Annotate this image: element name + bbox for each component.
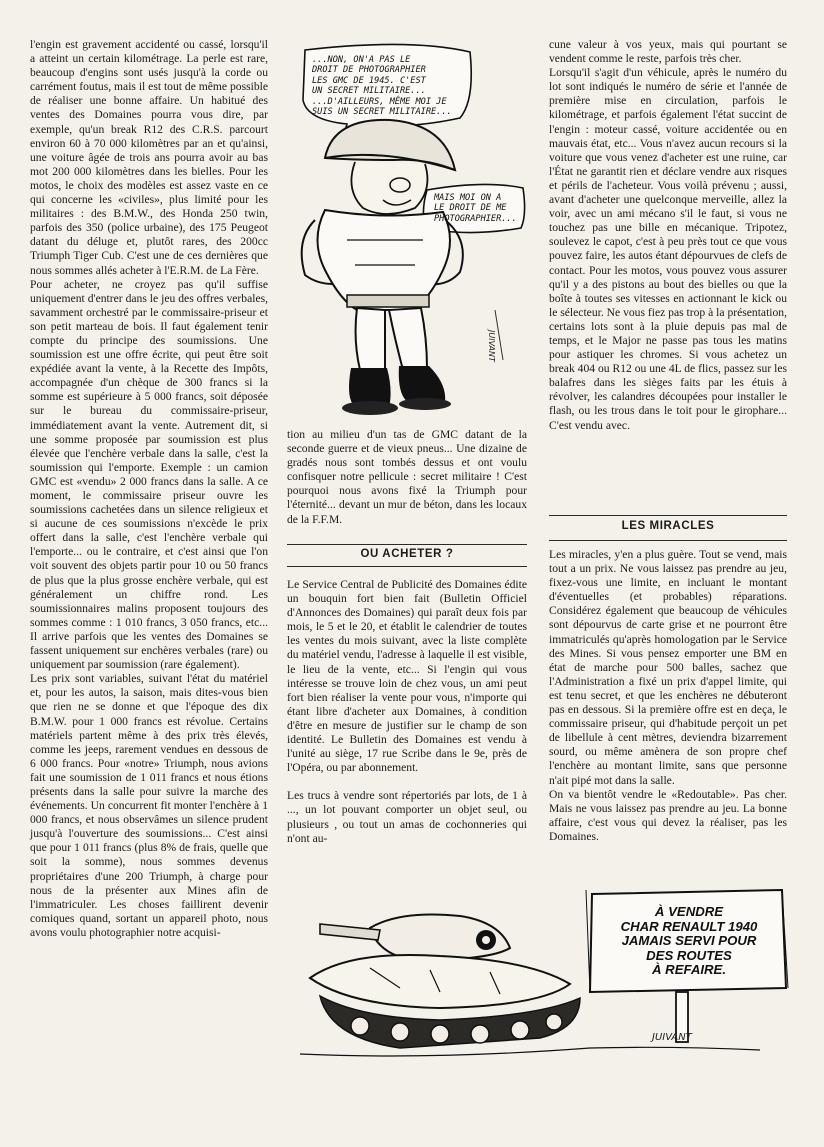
section-rule [287, 566, 527, 567]
sign-line: À REFAIRE. [651, 962, 726, 978]
bubble-line: LES GMC DE 1945. C'EST [312, 75, 426, 86]
bubble-line: LE DROIT DE ME [434, 203, 507, 214]
section-rule [549, 515, 787, 516]
tank-signature: JUIVANT [652, 1032, 692, 1043]
paragraph: On va bientôt vendre le «Redoutable». Pas cher. Mais ne vous laissez pas prendre au jeu. La bonne affaire, c'est vous qui devez la réaliser, pas les Domaines. [549, 787, 787, 843]
column-3-miracles [549, 548, 787, 844]
paragraph: cune valeur à vos yeux, mais qui pourtant se vendent comme le reste, parfois très cher. [549, 38, 787, 66]
bubble-line: ...D'AILLEURS, MÊME MOI JE [312, 96, 447, 107]
paragraph: Les prix sont variables, suivant l'état du matériel et, pour les autos, la saison, mais dites-vous bien que rien ne se donne et que l'époque des dix B.M.W. pour 1 000 francs est révolue. Certains matériels partent même à des prix très élevés, comme les jeeps, rarement vendues en dessous de 6 000 francs. Pour «notre» Triumph, nous avions fait une soumission de 1 011 francs et nous étions présents dans la salle pour suivre la marche des événements. Un concurrent fit monter l'enchère à 1 000 francs, et nous observâmes un silence prudent jusqu'à l'ouverture des soumissions... C'est ainsi que pour 1 011 francs (plus 8% de frais, quelle que soit la somme), nous sommes devenus propriétaires d'une 200 Triumph, à charge pour nous de la présenter aux Mines afin de l'immatriculer. Les choses faillirent devenir comiques quand, sortant un appareil photo, nous avons voulu photographier notre acquisi- [30, 672, 268, 939]
bubble-line: ...NON, ON'A PAS LE [312, 55, 411, 65]
sign-line: À VENDRE [654, 904, 724, 919]
paragraph: l'engin est gravement accidenté ou cassé, lorsqu'il a atteint un certain kilométrage. La perle est rare, beaucoup d'engins sont usés jusqu'à la corde ou carrément foutus, mais il est tout de même possible de réaliser une bonne affaire. Un habitué des ventes des Domaines pourra vous dire, par exemple, qu'un break R12 des C.R.S. parcourt environ 60 à 70 000 kilomètres par an et qu'ainsi, une voiture âgée de trois ans pourra avoir au bas mot 200 000 kilomètres dans les bielles. Pour les motos, le choix des modèles est assez vaste en ce qui concerne les «civiles», plus limité pour les militaires : des B.M.W., des Honda 250 twin, parfois des 350 (police urbaine), des 175 Peugeot datant du déluge et, plutôt rares, des 200cc Triumph Tiger Cub. C'est une de ces dernières que nous sommes allés acheter à l'E.R.M. de La Fère. [30, 38, 268, 277]
column-3 [549, 38, 787, 433]
tank-sign-text [594, 905, 784, 978]
bubble-line: UN SECRET MILITAIRE... [312, 86, 426, 97]
sign-line: JAMAIS SERVI POUR [621, 933, 757, 949]
section-rule [287, 544, 527, 545]
section-heading-les-miracles: LES MIRACLES [621, 520, 715, 532]
paragraph: Le Service Central de Publicité des Domaines édite un bouquin fort bien fait (Bulletin Officiel d'Annonces des Domaines) qui paraît deux fois par mois, le 5 et le 20, et établit le calendrier de toutes les ventes du mois suivant, avec la liste complète du matériel vendu, l'adresse à laquelle il est visible, le lieu de la vente, etc... Si l'engin qui vous intéresse se trouve loin de chez vous, un ami peut fort bien réaliser la vente pour vous, n'importe qui étant libre d'acheter aux Domaines, à condition d'être en mesure de justifier sur le champ de son identité. Le Bulletin des Domaines est vendu à l'unité au siège, 17 rue Scribe dans le 9e, près de l'Opéra, ou par abonnement. [287, 578, 527, 775]
column-2-continuation [287, 428, 527, 527]
sign-line: DES ROUTES [646, 947, 732, 963]
column-2 [287, 578, 527, 846]
bubble-line: MAIS MOI ON A [434, 193, 502, 203]
section-rule [549, 540, 787, 541]
soldier-signature: JUIVANT [487, 330, 496, 362]
column-1 [30, 38, 268, 940]
paragraph: Pour acheter, ne croyez pas qu'il suffise uniquement d'entrer dans le jeu des offres verbales, savamment orchestré par le commissaire-priseur et son petit marteau de bois. Il faut également tenir compte du principe des soumissions. Une soumission est une offre écrite, qui peut être soit expédiée avant la vente, à la Recette des Impôts, accompagnée d'un chèque de 300 francs si la somme est supérieure à 5 000 francs, soit déposée sur le bureau du commissaire-priseur, immédiatement avant la vente. Autrement dit, si une somme proposée par soumission est plus élevée que l'enchère verbale dans la salle, c'est la soumission qui l'emporte. Exemple : un camion GMC est «vendu» 2 000 francs dans la salle. A ce moment, le commissaire priseur ouvre les soumissions cachetées dans un silence religieux et si aucune de ces soumissions n'excède le prix offert dans la salle, c'est l'enchère verbale qui l'emporte... ou le contraire, et c'est ainsi que l'on voit souvent des objets partir pour 10 ou 50 francs de plus que la plus grosse enchère verbale, qui est généralement un chiffre rond. Les soumissionnaires malins proposent toujours des sommes comme : 1 010 francs, 3 050 francs, etc... Il arrive parfois que les ventes des Domaines se fassent uniquement sur enchères verbales (rare) ou uniquement par soumission (rare également). [30, 277, 268, 672]
sign-line: CHAR RENAULT 1940 [620, 918, 758, 934]
bubble-line: PHOTOGRAPHIER... [434, 213, 517, 224]
paragraph: Les miracles, y'en a plus guère. Tout se vend, mais tout a un prix. Ne vous laissez pas prendre au jeu, fixez-vous une limite, en incluant le montant d'éventuelles (et probables) réparations. Considérez également que beaucoup de véhicules sont dépourvus de carte grise et ne pourront être immatriculés qu'après homologation par le Service des Mines. Si vous pensez emporter une BM en état de marche pour 500 balles, sachez que l'Administration a fixé un prix d'appel limite, qui est tenu secret, et que les enchères ne débuteront pas en dessous. Si la première offre est en deça, le commissaire priseur, qui d'habitude perçoit un pet de libellule à cent mètres, deviendra bizarrement sourd, ou même amènera de son propre chef l'enchère au montant limite, sans que personne n'ait pipé mot dans la salle. [549, 548, 787, 787]
bubble-line: SUIS UN SECRET MILITAIRE... [312, 107, 452, 118]
section-heading-ou-acheter: OU ACHETER ? [360, 548, 454, 560]
paragraph: Les trucs à vendre sont répertoriés par lots, de 1 à ..., un lot pouvant comporter un objet seul, ou plusieurs , ou tout un amas de cochonneries qui n'ont au- [287, 789, 527, 845]
paragraph: Lorsqu'il s'agit d'un véhicule, après le numéro du lot sont indiqués le numéro de série et l'année de première mise en circulation, parfois le kilométrage, et parfois également l'état succint de l'engin : moteur cassé, voiture accidentée ou en mauvais état, etc... Vous n'avez aucun recours si la voiture que vous venez d'acheter est une ruine, car l'État ne garantit rien et déclare vendre aux risques et périls de l'acheteur. Vous voilà prévenu ; aussi, avant d'acheter une quelconque merveille, allez la voir, avec un ami mécano s'il le faut, si vous ne touchez pas une bille en mécanique. Tripotez, soulevez le capot, c'est à peu près tout ce que vous pouvez faire, les autos étant dépourvues de clefs de contact. Pour les motos, vous pouvez vous assurer qu'il y a des pistons au bout des bielles ou que la boîte à toutes ses vitesses en actionnant le kick ou le sélecteur. Ne vous fiez pas trop à la présentation, certains lots sont à la pluie depuis pas mal de temps, et le Major ne passe pas tous les matins pour astiquer les chromes. Si vous achetez un break 404 ou R12 ou une 4L de flics, passez sur les balafres dans les sièges faits par les étuis à révolver, les calandres découpées pour installer le flash, ou les trous dans le toit pour le girophare... C'est vendu avec. [549, 66, 787, 432]
bubble-line: DROIT DE PHOTOGRAPHIER [312, 65, 426, 76]
soldier-bubble-top [312, 55, 480, 117]
paragraph: tion au milieu d'un tas de GMC datant de la seconde guerre et de vieux pneus... Une dizaine de gradés nous sont tombés dessus et ont voulu confisquer notre pellicule : secret militaire ! C'est pourquoi nous avons fixé la Triumph pour l'éternité... devant un mur de béton, dans les locaux de la F.F.M. [287, 428, 527, 526]
soldier-bubble-side [434, 193, 524, 224]
